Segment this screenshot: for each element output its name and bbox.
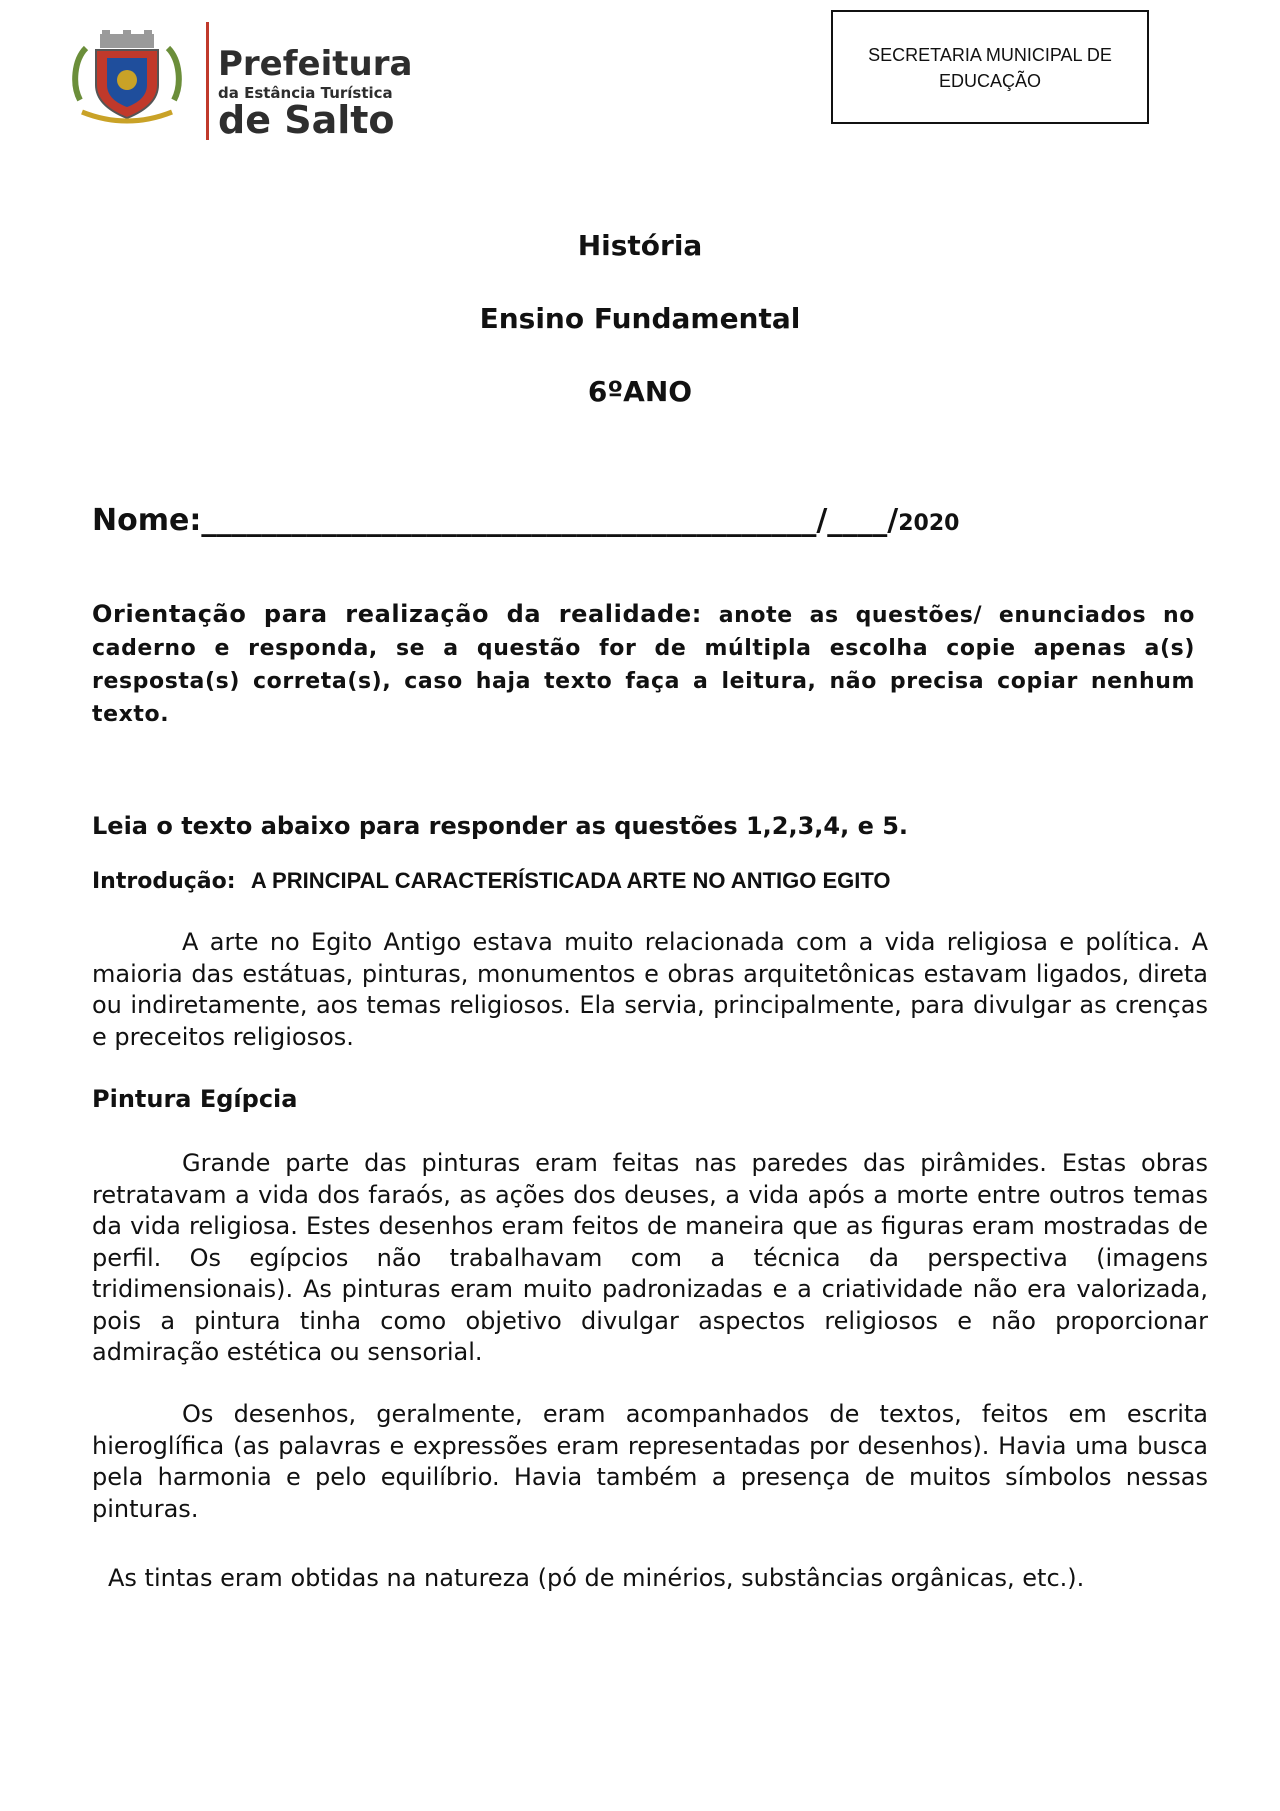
name-field (92, 503, 959, 538)
paragraph-pinturas-text: Grande parte das pinturas eram feitas nas paredes das pirâmides. Estas obras retratavam a vida dos faraós, as ações dos deuses, a vida após a morte entre outros temas da vida religiosa. Estes desenhos eram feitos de maneira que as figuras eram mostradas de perfil. Os egípcios não trabalhavam com a técnica da perspectiva (imagens tridimensionais). As pinturas eram muito padronizadas e a criatividade não era valorizada, pois a pintura tinha como objetivo divulgar aspectos religiosos e não proporcionar admiração estética ou sensorial. (92, 1149, 1208, 1366)
intro-label: Introdução: (92, 869, 236, 894)
logo-line-salto: de Salto (218, 98, 395, 142)
logo-divider (206, 22, 209, 140)
logo-line-prefeitura: Prefeitura (218, 44, 413, 84)
paragraph-arte-text: A arte no Egito Antigo estava muito relacionada com a vida religiosa e política. A maioria das estátuas, pinturas, monumentos e obras arquitetônicas estavam ligados, direta ou indiretamente, aos temas religiosos. Ela servia, principalmente, para divulgar as crenças e preceitos religiosos. (92, 928, 1208, 1051)
secretaria-line2: EDUCAÇÃO (938, 71, 1041, 91)
name-blank: _________________________________________/____/ (201, 503, 899, 538)
name-label: Nome: (92, 503, 202, 538)
name-year: 2020 (898, 511, 960, 536)
paragraph-desenhos (92, 1399, 1208, 1525)
orientation-lead: Orientação para realização da realidade: (92, 600, 702, 628)
secretaria-box (831, 10, 1149, 124)
secretaria-line1: SECRETARIA MUNICIPAL DE (868, 45, 1112, 65)
level-title: Ensino Fundamental (479, 302, 801, 335)
paragraph-pinturas (92, 1148, 1208, 1369)
orientation-text: anote as questões/ enunciados no caderno e responda, se a questão for de múltipla escolha copie apenas a(s) resposta(s) correta(s), caso haja texto faça a leitura, não precisa copiar nenhum texto. (92, 603, 1195, 727)
paragraph-desenhos-text: Os desenhos, geralmente, eram acompanhados de textos, feitos em escrita hieroglífica (as palavras e expressões eram representadas por desenhos). Havia uma busca pela harmonia e pelo equilíbrio. Havia também a presença de muitos símbolos nessas pinturas. (92, 1400, 1208, 1523)
logo-line-estancia: da Estância Turística (218, 84, 393, 102)
intro-heading (92, 868, 891, 894)
section-heading-pintura: Pintura Egípcia (92, 1085, 298, 1113)
paragraph-tintas: As tintas eram obtidas na natureza (pó de minérios, substâncias orgânicas, etc.). (108, 1564, 1085, 1592)
intro-title: A PRINCIPAL CARACTERÍSTICADA ARTE NO ANTIGO EGITO (250, 868, 891, 893)
grade-title: 6ºANO (587, 375, 693, 408)
reading-instruction: Leia o texto abaixo para responder as questões 1,2,3,4, e 5. (92, 812, 909, 840)
orientation-paragraph (92, 598, 1195, 731)
paragraph-arte (92, 927, 1208, 1053)
coat-of-arms-icon (72, 30, 182, 130)
subject-title: História (577, 229, 703, 262)
prefeitura-logo (72, 22, 422, 142)
